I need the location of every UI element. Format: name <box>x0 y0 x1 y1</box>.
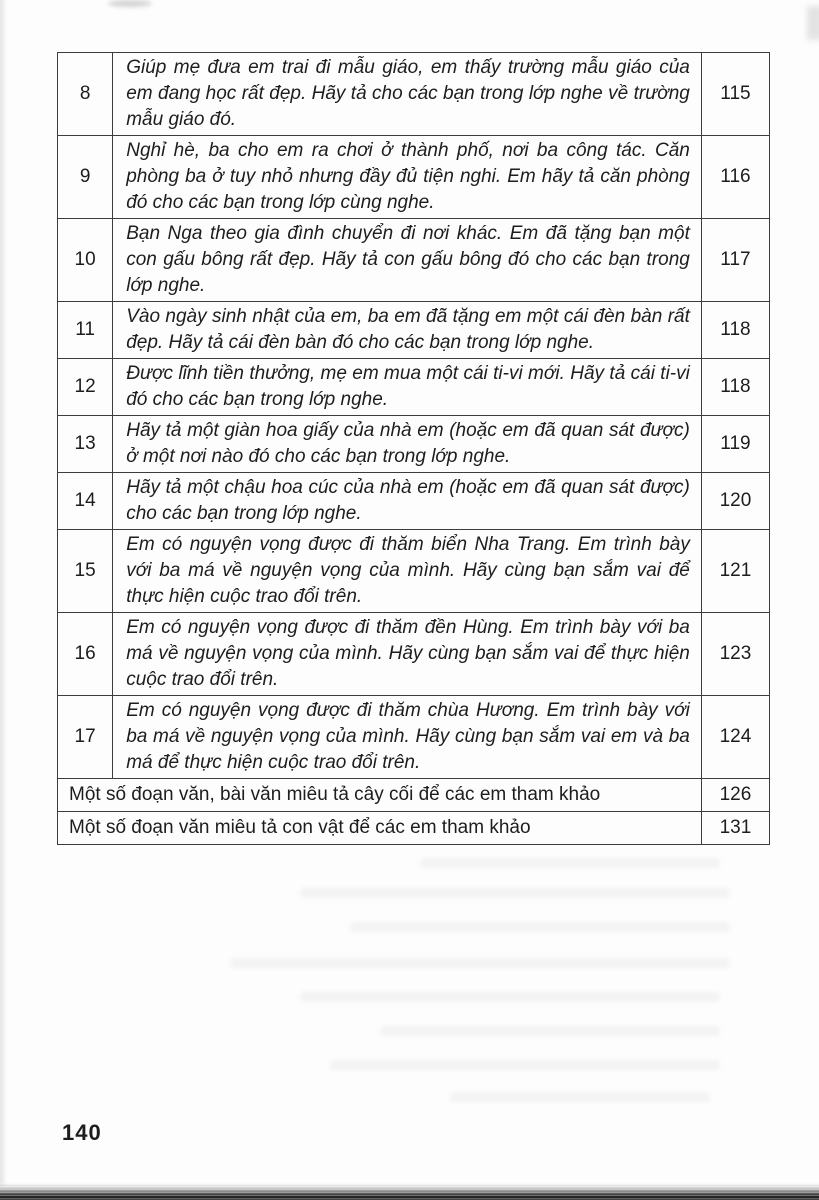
show-through-artifact <box>300 888 730 898</box>
table-row <box>58 359 770 416</box>
scan-smudge <box>807 6 819 40</box>
table-row <box>58 696 770 779</box>
table-footer-row <box>58 812 770 845</box>
table-row <box>58 302 770 359</box>
item-text: Nghỉ hè, ba cho em ra chơi ở thành phố, nơi ba công tác. Căn phòng ba ở tuy nhỏ nhưng đầy đủ tiện nghi. Em hãy tả căn phòng đó cho các bạn trong lớp cùng nghe. <box>113 136 702 219</box>
item-text: Em có nguyện vọng được đi thăm đền Hùng. Em trình bày với ba má về nguyện vọng của mình. Hãy cùng bạn sắm vai để thực hiện cuộc trao đổi trên. <box>113 613 702 696</box>
item-number: 14 <box>58 473 113 530</box>
item-text: Bạn Nga theo gia đình chuyển đi nơi khác. Em đã tặng bạn một con gấu bông rất đẹp. Hãy tả con gấu bông đó cho các bạn trong lớp nghe. <box>113 219 702 302</box>
item-number: 17 <box>58 696 113 779</box>
item-page: 124 <box>701 696 769 779</box>
item-page: 121 <box>701 530 769 613</box>
show-through-artifact <box>420 858 720 868</box>
item-page: 119 <box>701 416 769 473</box>
footer-page: 126 <box>701 779 769 812</box>
show-through-artifact <box>300 992 720 1002</box>
table-row <box>58 53 770 136</box>
contents-table <box>57 52 770 845</box>
footer-text: Một số đoạn văn miêu tả con vật để các em tham khảo <box>58 812 702 845</box>
item-number: 12 <box>58 359 113 416</box>
item-page: 118 <box>701 302 769 359</box>
item-text: Vào ngày sinh nhật của em, ba em đã tặng em một cái đèn bàn rất đẹp. Hãy tả cái đèn bàn đó cho các bạn trong lớp nghe. <box>113 302 702 359</box>
item-text: Hãy tả một giàn hoa giấy của nhà em (hoặc em đã quan sát được) ở một nơi nào đó cho các bạn trong lớp nghe. <box>113 416 702 473</box>
scan-edge-bottom <box>0 1183 819 1200</box>
footer-text: Một số đoạn văn, bài văn miêu tả cây cối để các em tham khảo <box>58 779 702 812</box>
table-row <box>58 473 770 530</box>
scan-edge-left <box>0 0 7 1200</box>
item-number: 9 <box>58 136 113 219</box>
item-number: 11 <box>58 302 113 359</box>
item-number: 16 <box>58 613 113 696</box>
table-row <box>58 219 770 302</box>
item-number: 10 <box>58 219 113 302</box>
show-through-artifact <box>380 1026 720 1036</box>
show-through-artifact <box>450 1092 710 1102</box>
item-page: 120 <box>701 473 769 530</box>
page-number: 140 <box>62 1120 102 1145</box>
item-page: 117 <box>701 219 769 302</box>
item-number: 15 <box>58 530 113 613</box>
show-through-artifact <box>350 922 730 932</box>
item-page: 115 <box>701 53 769 136</box>
item-page: 123 <box>701 613 769 696</box>
footer-page: 131 <box>701 812 769 845</box>
show-through-artifact <box>330 1060 720 1070</box>
item-text: Giúp mẹ đưa em trai đi mẫu giáo, em thấy trường mẫu giáo của em đang học rất đẹp. Hãy tả cho các bạn trong lớp nghe về trường mẫu giáo đó. <box>113 53 702 136</box>
scan-smudge <box>108 0 152 7</box>
item-page: 118 <box>701 359 769 416</box>
item-number: 13 <box>58 416 113 473</box>
item-text: Được lĩnh tiền thưởng, mẹ em mua một cái ti-vi mới. Hãy tả cái ti-vi đó cho các bạn trong lớp nghe. <box>113 359 702 416</box>
table-row <box>58 613 770 696</box>
table-row <box>58 136 770 219</box>
item-page: 116 <box>701 136 769 219</box>
table-footer-row <box>58 779 770 812</box>
item-text: Em có nguyện vọng được đi thăm chùa Hương. Em trình bày với ba má về nguyện vọng của mình. Hãy cùng bạn sắm vai em và ba má để thực hiện cuộc trao đổi trên. <box>113 696 702 779</box>
item-number: 8 <box>58 53 113 136</box>
table-row <box>58 530 770 613</box>
table-row <box>58 416 770 473</box>
item-text: Em có nguyện vọng được đi thăm biển Nha Trang. Em trình bày với ba má về nguyện vọng của mình. Hãy cùng bạn sắm vai để thực hiện cuộc trao đổi trên. <box>113 530 702 613</box>
show-through-artifact <box>230 958 730 968</box>
item-text: Hãy tả một chậu hoa cúc của nhà em (hoặc em đã quan sát được) cho các bạn trong lớp nghe. <box>113 473 702 530</box>
